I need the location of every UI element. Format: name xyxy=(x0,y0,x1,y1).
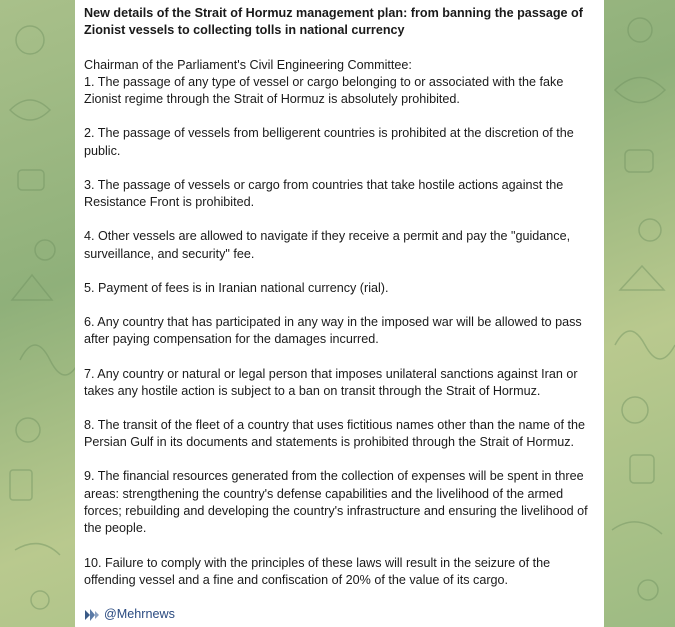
signature xyxy=(84,606,595,623)
message-intro: Chairman of the Parliament's Civil Engineering Committee: xyxy=(84,57,412,72)
message-item-5: 5. Payment of fees is in Iranian national currency (rial). xyxy=(84,280,389,295)
message-item-10: 10. Failure to comply with the principles of these laws will result in the seizure of the offending vessel and a fine and confiscation of 20% of the value of its cargo. xyxy=(84,555,551,587)
message-bubble[interactable] xyxy=(75,0,604,627)
mehr-logo-icon xyxy=(84,608,100,622)
message-item-9: 9. The financial resources generated from the collection of expenses will be spent in three areas: strengthening the country's defense capabilities and the livelihood of the armed forces; rebuilding and developing the country's infrastructure and ensuring the livelihood of the people. xyxy=(84,469,588,536)
message-item-6: 6. Any country that has participated in any way in the imposed war will be allowed to pass after paying compensation for the damages incurred. xyxy=(84,315,582,347)
signature-link[interactable]: @Mehrnews xyxy=(104,607,175,622)
message-item-4: 4. Other vessels are allowed to navigate if they receive a permit and pay the "guidance, surveillance, and security" fee. xyxy=(84,229,571,261)
message-item-1: 1. The passage of any type of vessel or cargo belonging to or associated with the fake Zionist regime through the Strait of Hormuz is absolutely prohibited. xyxy=(84,74,564,107)
message-item-3: 3. The passage of vessels or cargo from countries that take hostile actions against the Resistance Front is prohibited. xyxy=(84,177,564,210)
message-item-8: 8. The transit of the fleet of a country that uses fictitious names other than the name of the Persian Gulf in its documents and statements is prohibited through the Strait of Hormuz. xyxy=(84,417,586,450)
message-title: New details of the Strait of Hormuz management plan: from banning the passage of Zionist vessels to collecting tolls in national currency xyxy=(84,6,583,38)
message-item-2: 2. The passage of vessels from belligerent countries is prohibited at the discretion of the public. xyxy=(84,126,574,158)
message-item-7: 7. Any country or natural or legal person that imposes unilateral sanctions against Iran or takes any hostile action is subject to a ban on transit through the Strait of Hormuz. xyxy=(84,366,578,398)
